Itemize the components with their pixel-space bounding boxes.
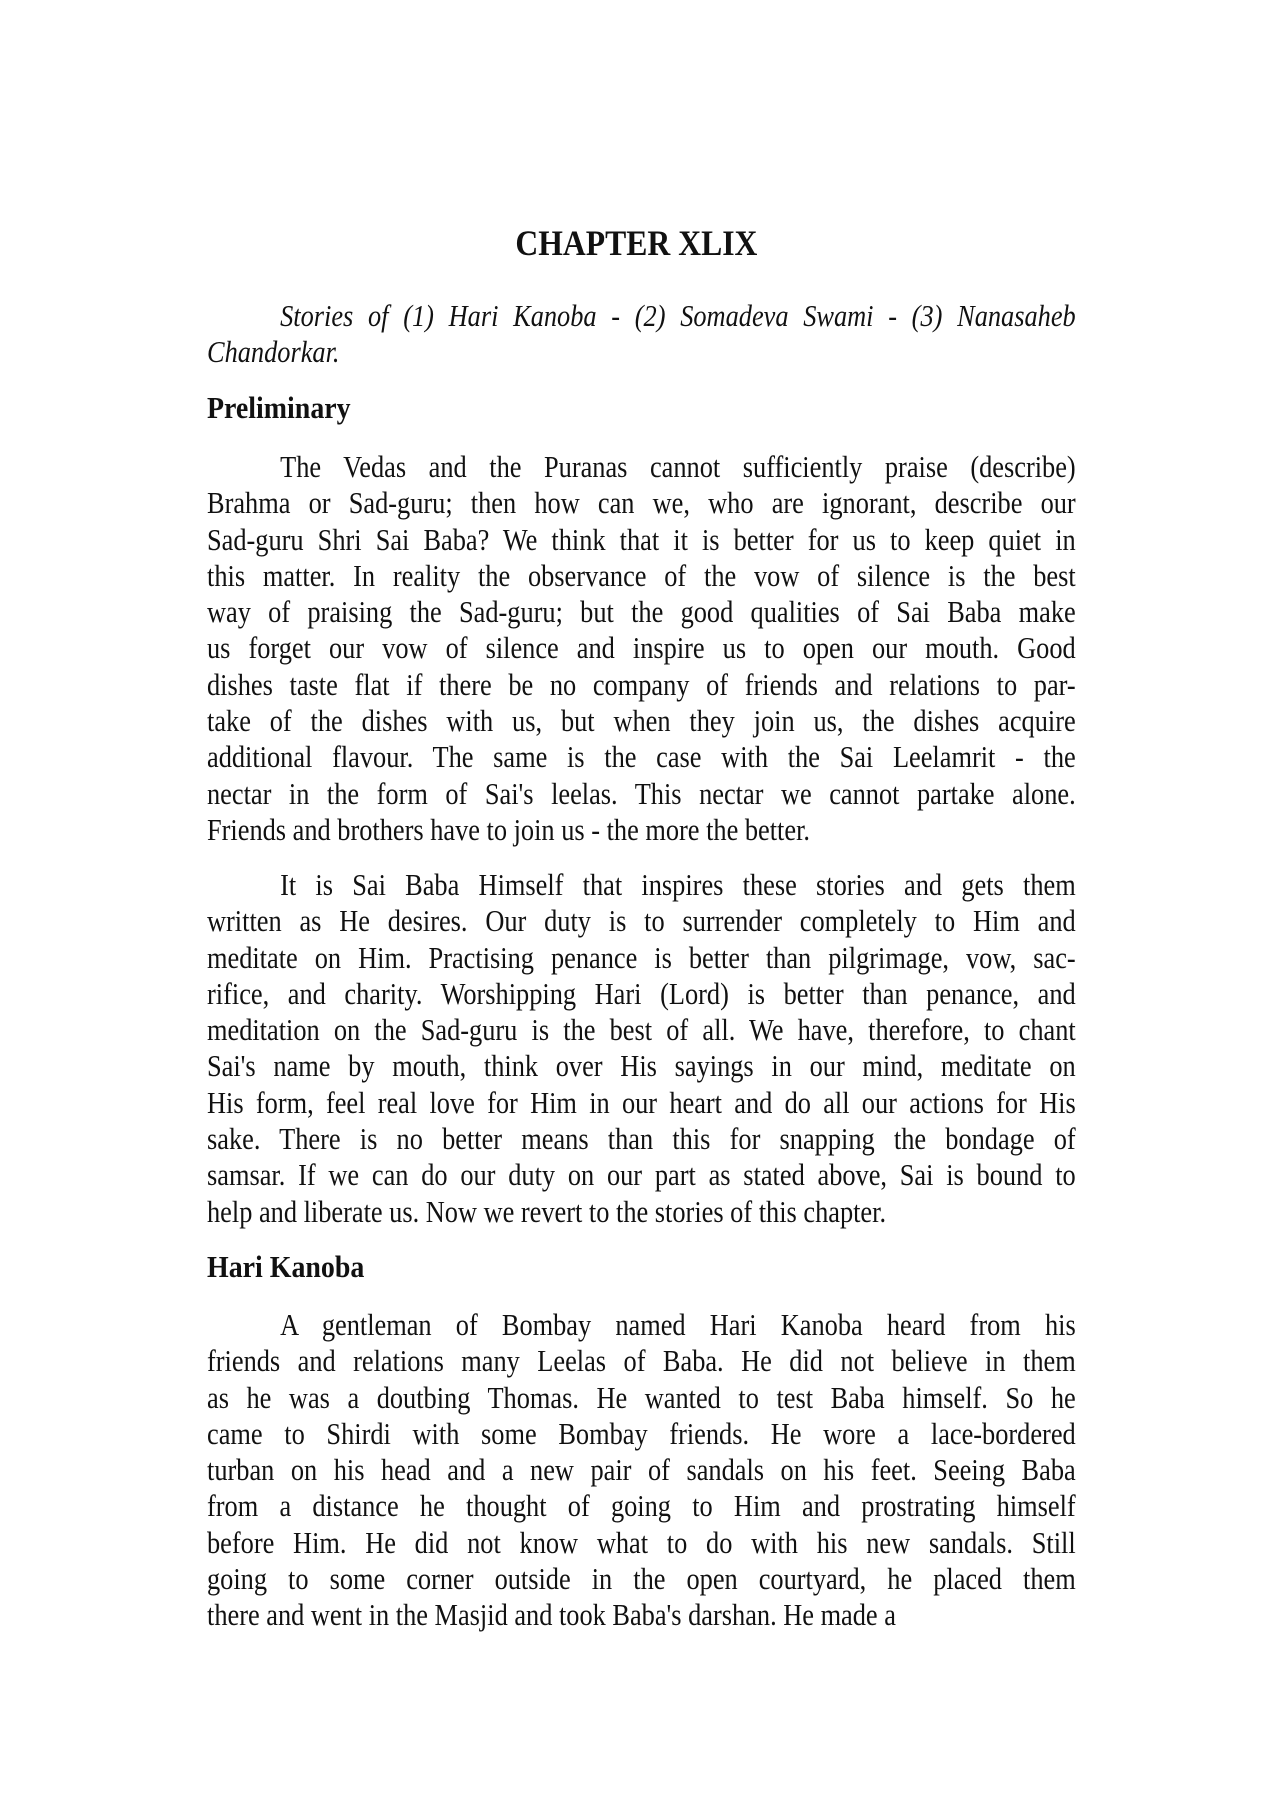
text-line: written as He desires. Our duty is to surrender completely to Him and	[207, 903, 1076, 939]
text-line: Friends and brothers have to join us - the more the better.	[207, 811, 810, 847]
subtitle-line: Stories of (1) Hari Kanoba - (2) Somadeva Swami - (3) Nanasaheb	[280, 298, 1076, 333]
paragraph	[207, 867, 1076, 1230]
section-heading-hari-kanoba: Hari Kanoba	[207, 1249, 365, 1284]
text-line: Sad-guru Shri Sai Baba? We think that it is better for us to keep quiet in	[207, 521, 1076, 557]
text-line: additional flavour. The same is the case with the Sai Leelamrit - the	[207, 739, 1076, 775]
paragraph	[207, 449, 1076, 848]
section-heading-preliminary: Preliminary	[207, 390, 351, 425]
text-line: dishes taste flat if there be no company of friends and relations to par-	[207, 666, 1076, 702]
text-line: from a distance he thought of going to Him and prostrating himself	[207, 1488, 1076, 1524]
text-line: His form, feel real love for Him in our heart and do all our actions for His	[207, 1084, 1076, 1120]
text-line: us forget our vow of silence and inspire us to open our mouth. Good	[207, 630, 1076, 666]
text-line: sake. There is no better means than this for snapping the bondage of	[207, 1121, 1076, 1157]
text-line: take of the dishes with us, but when they join us, the dishes acquire	[207, 703, 1076, 739]
text-line: this matter. In reality the observance of the vow of silence is the best	[207, 557, 1076, 593]
text-line: Brahma or Sad-guru; then how can we, who are ignorant, describe our	[207, 485, 1076, 521]
text-line: help and liberate us. Now we revert to the stories of this chapter.	[207, 1193, 887, 1229]
text-line: Sai's name by mouth, think over His sayings in our mind, meditate on	[207, 1048, 1076, 1084]
text-line: as he was a doutbing Thomas. He wanted to test Baba himself. So he	[207, 1379, 1076, 1415]
chapter-title: CHAPTER XLIX	[515, 223, 758, 263]
text-line: came to Shirdi with some Bombay friends. He wore a lace-bordered	[207, 1415, 1076, 1451]
chapter-subtitle	[207, 298, 1076, 371]
text-line: there and went in the Masjid and took Baba's darshan. He made a	[207, 1597, 896, 1633]
text-line: meditation on the Sad-guru is the best of all. We have, therefore, to chant	[207, 1012, 1076, 1048]
paragraph	[207, 1307, 1076, 1634]
text-line: The Vedas and the Puranas cannot sufficiently praise (describe)	[280, 449, 1076, 484]
text-line: meditate on Him. Practising penance is better than pilgrimage, vow, sac-	[207, 939, 1076, 975]
text-line: rifice, and charity. Worshipping Hari (Lord) is better than penance, and	[207, 975, 1076, 1011]
text-line: going to some corner outside in the open courtyard, he placed them	[207, 1561, 1076, 1597]
text-line: samsar. If we can do our duty on our part as stated above, Sai is bound to	[207, 1157, 1076, 1193]
text-line: nectar in the form of Sai's leelas. This nectar we cannot partake alone.	[207, 775, 1076, 811]
text-line: turban on his head and a new pair of sandals on his feet. Seeing Baba	[207, 1452, 1076, 1488]
text-line: before Him. He did not know what to do with his new sandals. Still	[207, 1524, 1076, 1560]
text-line: friends and relations many Leelas of Baba. He did not believe in them	[207, 1343, 1076, 1379]
text-line: A gentleman of Bombay named Hari Kanoba heard from his	[280, 1307, 1076, 1342]
text-line: It is Sai Baba Himself that inspires these stories and gets them	[280, 867, 1076, 902]
text-line: way of praising the Sad-guru; but the good qualities of Sai Baba make	[207, 594, 1076, 630]
subtitle-line: Chandorkar.	[207, 334, 340, 370]
